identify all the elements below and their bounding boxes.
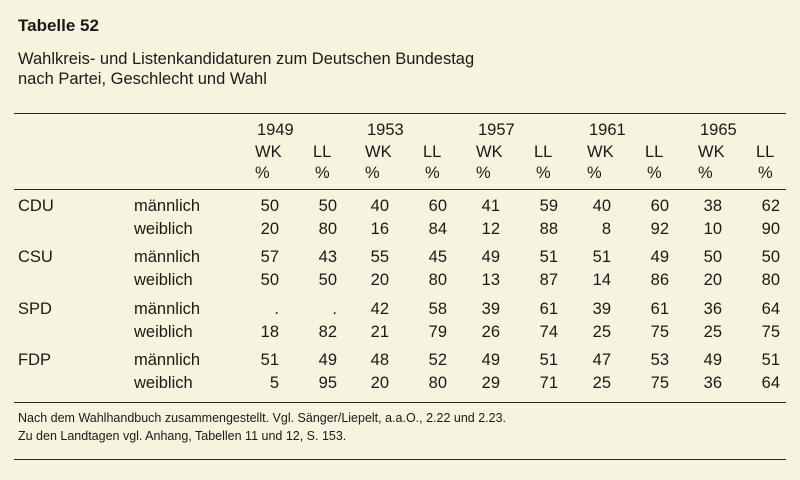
- year-header-1953: 1953: [367, 121, 404, 139]
- table-cell: 62: [761, 197, 780, 215]
- column-header-wk: WK: [476, 143, 503, 161]
- table-cell: 88: [539, 220, 558, 238]
- column-header-wk: WK: [255, 143, 282, 161]
- column-header-ll: LL: [423, 143, 442, 161]
- unit-label: %: [698, 164, 713, 182]
- table-cell: 51: [260, 351, 279, 369]
- column-header-ll: LL: [313, 143, 332, 161]
- table-cell: .: [332, 300, 337, 318]
- table-cell: 51: [539, 351, 558, 369]
- year-header-1961: 1961: [589, 121, 626, 139]
- table-cell: 47: [592, 351, 611, 369]
- unit-label: %: [365, 164, 380, 182]
- table-cell: 20: [260, 220, 279, 238]
- column-header-ll: LL: [534, 143, 553, 161]
- table-cell: 42: [370, 300, 389, 318]
- footnote-line-1: Nach dem Wahlhandbuch zusammengestellt. Vgl. Sänger/Liepelt, a.a.O., 2.22 und 2.23.: [18, 411, 507, 425]
- table-cell: 41: [481, 197, 500, 215]
- party-label: SPD: [18, 300, 52, 318]
- party-label: CSU: [18, 248, 53, 266]
- table-cell: 60: [650, 197, 669, 215]
- table-cell: 39: [481, 300, 500, 318]
- table-label: Tabelle 52: [18, 16, 99, 35]
- column-header-ll: LL: [756, 143, 775, 161]
- unit-label: %: [315, 164, 330, 182]
- table-cell: 57: [260, 248, 279, 266]
- table-cell: 84: [428, 220, 447, 238]
- table-cell: 80: [428, 374, 447, 392]
- table-cell: 61: [539, 300, 558, 318]
- table-cell: 16: [370, 220, 389, 238]
- table-cell: 51: [539, 248, 558, 266]
- unit-label: %: [425, 164, 440, 182]
- table-cell: 55: [370, 248, 389, 266]
- table-cell: 40: [592, 197, 611, 215]
- party-label: FDP: [18, 351, 51, 369]
- table-cell: 49: [481, 351, 500, 369]
- unit-label: %: [758, 164, 773, 182]
- title-line-1: Wahlkreis- und Listenkandidaturen zum Deutschen Bundestag: [18, 50, 475, 68]
- gender-label: männlich: [134, 248, 201, 266]
- table-cell: 74: [539, 323, 558, 341]
- table-cell: 48: [370, 351, 389, 369]
- table-cell: 49: [703, 351, 722, 369]
- footnote-line-2: Zu den Landtagen vgl. Anhang, Tabellen 11 und 12, S. 153.: [18, 429, 347, 443]
- table-cell: 5: [269, 374, 279, 392]
- table-cell: 90: [761, 220, 780, 238]
- unit-label: %: [255, 164, 270, 182]
- column-header-wk: WK: [587, 143, 614, 161]
- table-cell: 50: [703, 248, 722, 266]
- year-header-1957: 1957: [478, 121, 515, 139]
- table-cell: .: [274, 300, 279, 318]
- table-cell: 80: [761, 271, 780, 289]
- table-cell: 75: [650, 374, 669, 392]
- top-rule: [14, 113, 786, 114]
- table-title: [18, 49, 474, 89]
- unit-label: %: [536, 164, 551, 182]
- table-cell: 20: [370, 271, 389, 289]
- table-cell: 52: [428, 351, 447, 369]
- table-cell: 10: [703, 220, 722, 238]
- gender-label: weiblich: [134, 323, 193, 341]
- table-cell: 59: [539, 197, 558, 215]
- table-cell: 20: [370, 374, 389, 392]
- table-cell: 82: [318, 323, 337, 341]
- year-header-1949: 1949: [257, 121, 294, 139]
- table-cell: 50: [260, 197, 279, 215]
- table-cell: 14: [592, 271, 611, 289]
- year-header-1965: 1965: [700, 121, 737, 139]
- table-cell: 61: [650, 300, 669, 318]
- table-cell: 39: [592, 300, 611, 318]
- table-cell: 20: [703, 271, 722, 289]
- footer-rule: [14, 459, 786, 460]
- table-cell: 64: [761, 300, 780, 318]
- table-cell: 80: [318, 220, 337, 238]
- table-cell: 26: [481, 323, 500, 341]
- table-cell: 38: [703, 197, 722, 215]
- table-cell: 18: [260, 323, 279, 341]
- column-header-wk: WK: [365, 143, 392, 161]
- table-cell: 36: [703, 374, 722, 392]
- party-label: CDU: [18, 197, 54, 215]
- gender-label: männlich: [134, 197, 201, 215]
- table-cell: 86: [650, 271, 669, 289]
- table-cell: 45: [428, 248, 447, 266]
- gender-label: weiblich: [134, 220, 193, 238]
- column-header-wk: WK: [698, 143, 725, 161]
- table-cell: 8: [601, 220, 611, 238]
- table-cell: 80: [428, 271, 447, 289]
- table-cell: 50: [318, 197, 337, 215]
- table-cell: 95: [318, 374, 337, 392]
- table-cell: 64: [761, 374, 780, 392]
- table-cell: 25: [703, 323, 722, 341]
- gender-label: männlich: [134, 300, 201, 318]
- table-cell: 49: [481, 248, 500, 266]
- unit-label: %: [587, 164, 602, 182]
- gender-label: weiblich: [134, 374, 193, 392]
- table-cell: 92: [650, 220, 669, 238]
- table-cell: 53: [650, 351, 669, 369]
- table-cell: 50: [318, 271, 337, 289]
- unit-label: %: [476, 164, 491, 182]
- header-rule: [14, 189, 786, 190]
- table-cell: 25: [592, 374, 611, 392]
- table-cell: 79: [428, 323, 447, 341]
- table-cell: 12: [481, 220, 500, 238]
- table-cell: 49: [318, 351, 337, 369]
- table-cell: 21: [370, 323, 389, 341]
- table-cell: 40: [370, 197, 389, 215]
- table-cell: 87: [539, 271, 558, 289]
- table-cell: 36: [703, 300, 722, 318]
- gender-label: weiblich: [134, 271, 193, 289]
- unit-label: %: [647, 164, 662, 182]
- table-cell: 50: [761, 248, 780, 266]
- bottom-rule: [14, 402, 786, 403]
- table-cell: 58: [428, 300, 447, 318]
- table-cell: 51: [592, 248, 611, 266]
- table-cell: 71: [539, 374, 558, 392]
- title-line-2: nach Partei, Geschlecht und Wahl: [18, 70, 267, 88]
- table-cell: 75: [761, 323, 780, 341]
- table-cell: 13: [481, 271, 500, 289]
- table-cell: 25: [592, 323, 611, 341]
- table-cell: 49: [650, 248, 669, 266]
- table-cell: 75: [650, 323, 669, 341]
- table-cell: 50: [260, 271, 279, 289]
- gender-label: männlich: [134, 351, 201, 369]
- table-cell: 43: [318, 248, 337, 266]
- column-header-ll: LL: [645, 143, 664, 161]
- table-cell: 29: [481, 374, 500, 392]
- table-cell: 60: [428, 197, 447, 215]
- table-cell: 51: [761, 351, 780, 369]
